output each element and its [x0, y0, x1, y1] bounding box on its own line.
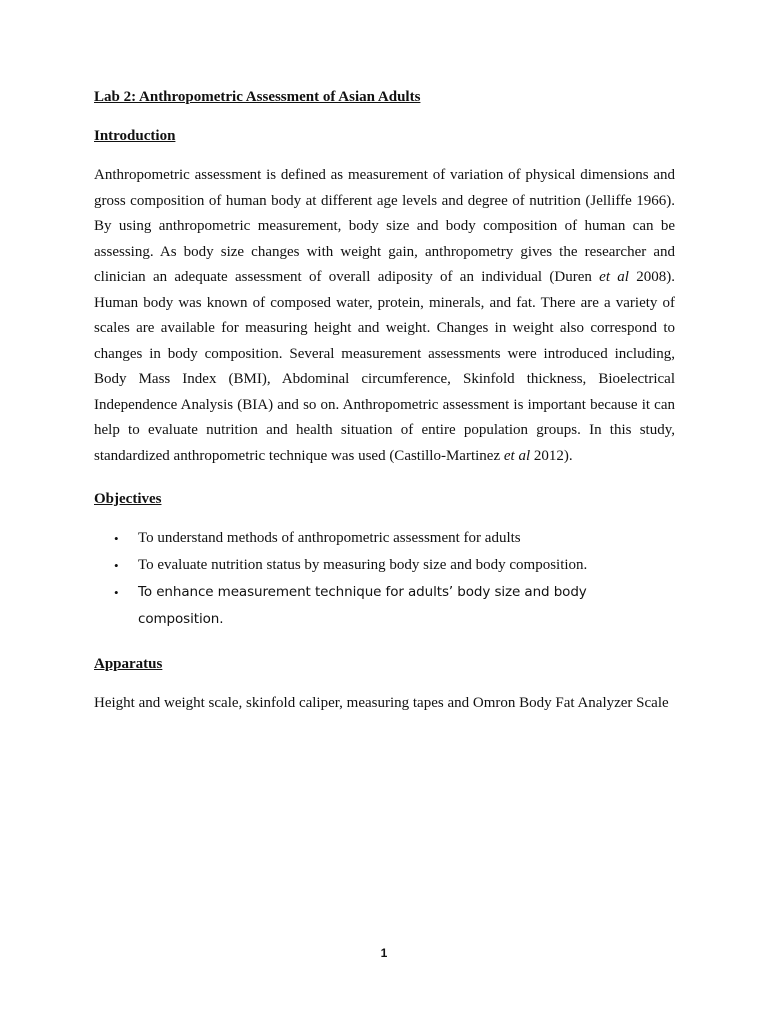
intro-text-part-2: 2008). Human body was known of composed water, protein, minerals, and fat. There are a variety of scales are available for measuring height and weight. Changes in weight also correspond to changes in body composition. Several measurement assessments were introduced including, Body Mass Index (BMI), Abdominal circumference, Skinfold thickness, Bioelectrical Independence Analysis (BIA) and so on. Anthropometric assessment is important because it can help to evaluate nutrition and health situation of entire population groups. In this study, standardized anthropometric technique was used (Castillo-Martinez: [94, 269, 675, 464]
objective-item: [94, 552, 675, 579]
document-title: Lab 2: Anthropometric Assessment of Asian Adults: [94, 89, 421, 105]
intro-citation-et-al-2: et al: [503, 447, 531, 464]
objective-text: To enhance measurement technique for adults’ body size and body composition.: [138, 584, 587, 627]
objectives-list: [94, 525, 675, 633]
bullet-icon: •: [114, 585, 119, 600]
objectives-heading: Objectives: [94, 491, 162, 507]
objective-item: [94, 525, 675, 552]
intro-citation-et-al-1: et al: [599, 269, 629, 285]
objective-text: To evaluate nutrition status by measuring body size and body composition.: [138, 557, 588, 573]
page-number: 1: [380, 946, 388, 960]
apparatus-heading: Apparatus: [94, 656, 163, 672]
intro-text-part-3: 2012).: [530, 447, 573, 464]
objective-item: [94, 579, 675, 633]
introduction-heading: Introduction: [94, 128, 176, 144]
apparatus-text: Height and weight scale, skinfold caliper, measuring tapes and Omron Body Fat Analyzer Scale: [94, 695, 669, 711]
objective-text: To understand methods of anthropometric assessment for adults: [138, 530, 521, 546]
page-content: [94, 86, 675, 714]
intro-text-part-1: Anthropometric assessment is defined as measurement of variation of physical dimensions and gross composition of human body at different age levels and degree of nutrition (Jelliffe 1966). By using anthropometric measurement, body size and body composition of human can be assessing. As body size changes with weight gain, anthropometry gives the researcher and clinician an adequate assessment of overall adiposity of an individual (Duren: [94, 167, 675, 285]
bullet-icon: •: [114, 531, 119, 546]
bullet-icon: •: [114, 558, 119, 573]
introduction-paragraph: [94, 163, 675, 469]
